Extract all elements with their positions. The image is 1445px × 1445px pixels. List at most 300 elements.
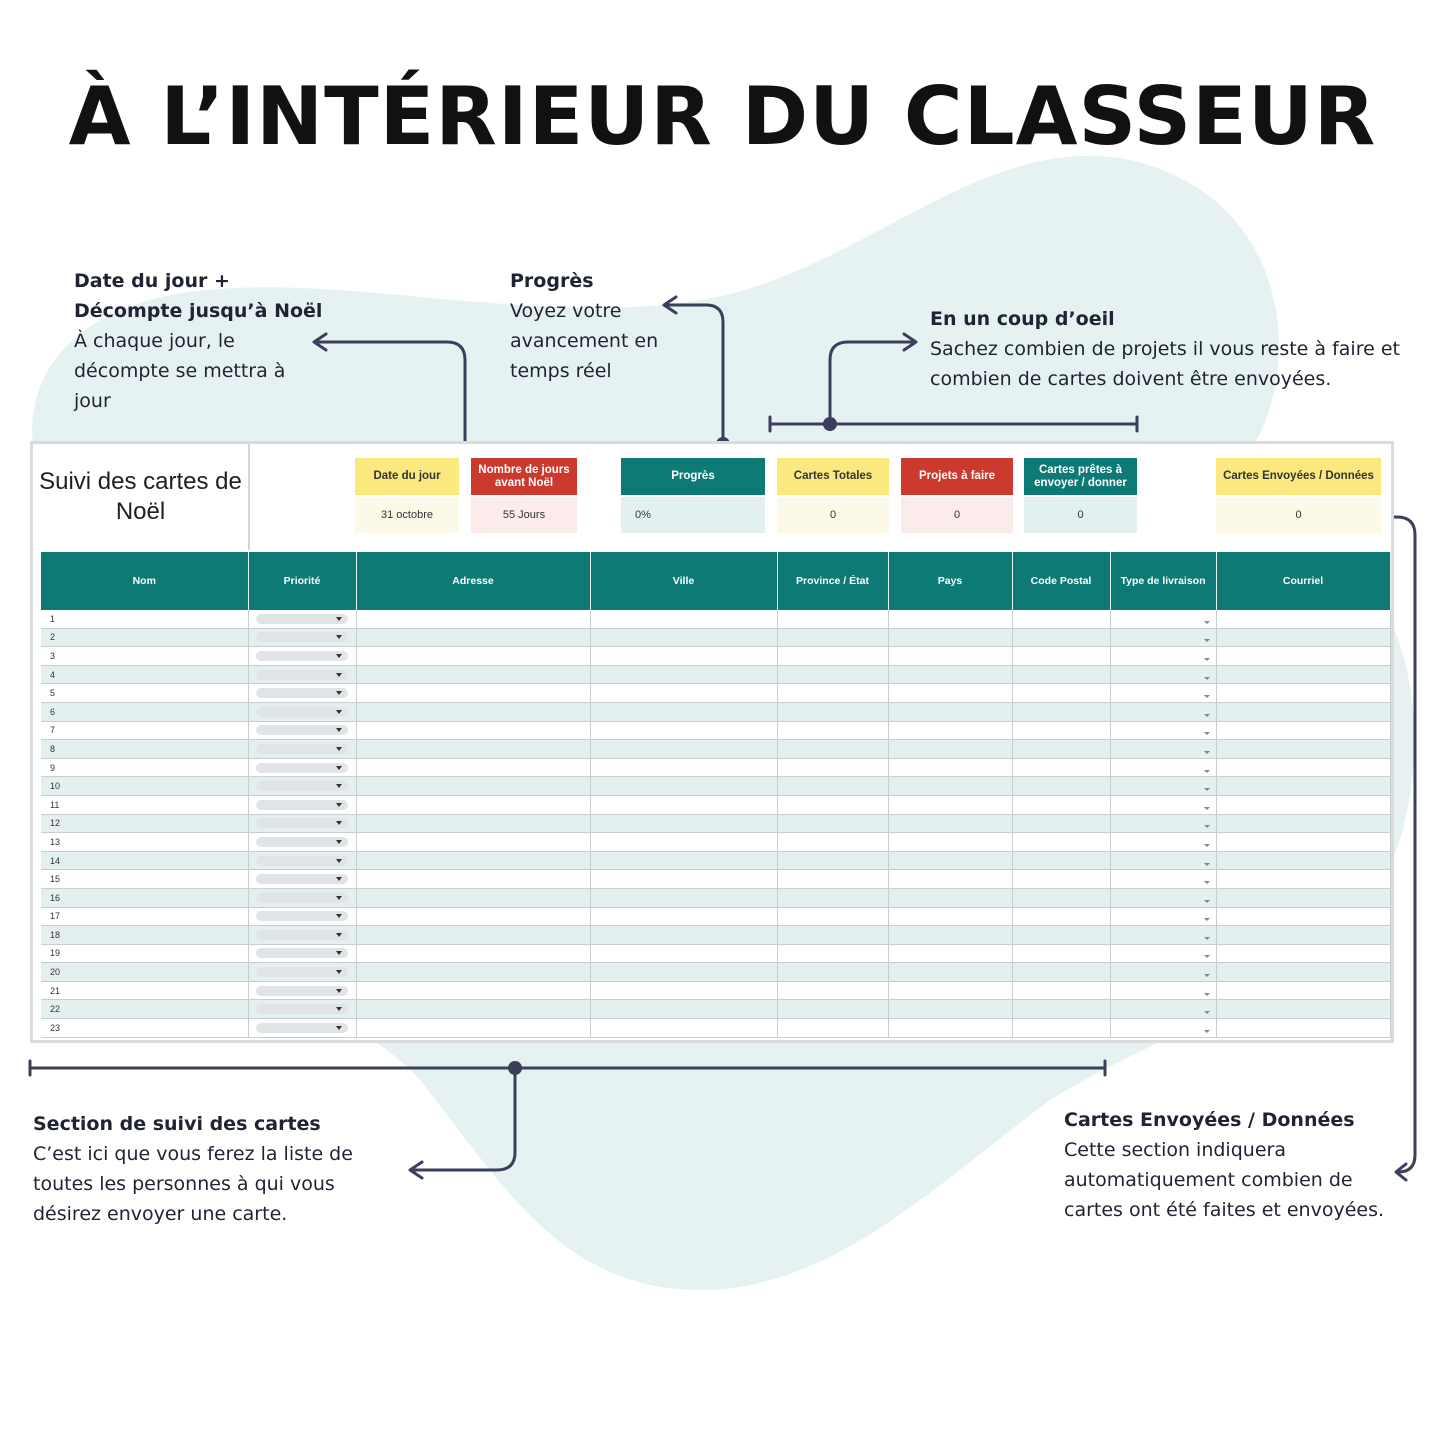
table-cell[interactable] <box>1216 907 1390 926</box>
table-cell[interactable] <box>590 777 777 796</box>
table-cell[interactable] <box>590 888 777 907</box>
table-cell[interactable] <box>777 907 888 926</box>
table-cell[interactable] <box>777 665 888 684</box>
dropdown-pill[interactable] <box>256 948 348 958</box>
chevron-down-icon[interactable] <box>1204 937 1210 940</box>
table-cell[interactable] <box>356 647 590 666</box>
table-cell[interactable] <box>1012 777 1110 796</box>
kpi-total-label: Cartes Totales <box>777 458 889 495</box>
priority-dropdown[interactable] <box>248 665 356 684</box>
table-cell[interactable] <box>1216 795 1390 814</box>
table-row <box>41 721 1390 740</box>
table-cell[interactable] <box>590 833 777 852</box>
table-cell[interactable] <box>1216 888 1390 907</box>
table-cell[interactable] <box>590 870 777 889</box>
delivery-type-dropdown[interactable] <box>1110 1019 1216 1038</box>
table-cell[interactable] <box>590 721 777 740</box>
table-cell[interactable] <box>888 888 1012 907</box>
table-cell[interactable] <box>1012 907 1110 926</box>
name-cell[interactable]: 13 <box>41 833 248 852</box>
table-row <box>41 851 1390 870</box>
table-cell[interactable] <box>1216 721 1390 740</box>
delivery-type-dropdown[interactable] <box>1110 628 1216 647</box>
table-cell[interactable] <box>356 963 590 982</box>
chevron-down-icon[interactable] <box>1204 714 1210 717</box>
table-cell[interactable] <box>888 702 1012 721</box>
table-cell[interactable] <box>590 926 777 945</box>
table-row <box>41 1000 1390 1019</box>
delivery-type-dropdown[interactable] <box>1110 981 1216 1000</box>
table-cell[interactable] <box>590 795 777 814</box>
callout-tracking <box>33 1109 378 1229</box>
table-cell[interactable] <box>777 610 888 628</box>
chevron-down-icon[interactable] <box>1204 770 1210 773</box>
kpi-days-label: Nombre de jours avant Noël <box>471 458 577 495</box>
table-cell[interactable] <box>777 628 888 647</box>
table-cell[interactable] <box>1216 610 1390 628</box>
column-header: Nom <box>41 552 248 610</box>
delivery-type-dropdown[interactable] <box>1110 684 1216 703</box>
table-cell[interactable] <box>1012 647 1110 666</box>
table-cell[interactable] <box>1012 851 1110 870</box>
chevron-down-icon[interactable] <box>1204 844 1210 847</box>
dropdown-pill[interactable] <box>256 800 348 810</box>
table-cell[interactable] <box>356 851 590 870</box>
chevron-down-icon[interactable] <box>1204 993 1210 996</box>
dropdown-pill[interactable] <box>256 1004 348 1014</box>
table-cell[interactable] <box>590 981 777 1000</box>
dropdown-pill[interactable] <box>256 725 348 735</box>
table-cell[interactable] <box>777 870 888 889</box>
chevron-down-icon[interactable] <box>1204 677 1210 680</box>
table-cell[interactable] <box>356 907 590 926</box>
name-cell[interactable]: 19 <box>41 944 248 963</box>
table-row <box>41 833 1390 852</box>
table-cell[interactable] <box>777 814 888 833</box>
table-cell[interactable] <box>777 1000 888 1019</box>
table-cell[interactable] <box>1012 758 1110 777</box>
callout-tracking-body: C’est ici que vous ferez la liste de toutes les personnes à qui vous désirez envoyer une carte. <box>33 1143 353 1225</box>
table-cell[interactable] <box>1012 944 1110 963</box>
table-cell[interactable] <box>1216 647 1390 666</box>
table-cell[interactable] <box>777 777 888 796</box>
chevron-down-icon[interactable] <box>1204 695 1210 698</box>
name-cell[interactable]: 17 <box>41 907 248 926</box>
dropdown-pill[interactable] <box>256 744 348 754</box>
priority-dropdown[interactable] <box>248 981 356 1000</box>
table-cell[interactable] <box>1216 851 1390 870</box>
kpi-sent <box>1216 458 1381 533</box>
delivery-type-dropdown[interactable] <box>1110 870 1216 889</box>
table-cell[interactable] <box>356 814 590 833</box>
name-cell[interactable]: 12 <box>41 814 248 833</box>
name-cell[interactable]: 16 <box>41 888 248 907</box>
callout-date-title: Date du jour + <box>74 270 230 292</box>
callout-date-body: À chaque jour, le décompte se mettra à jour <box>74 330 286 412</box>
table-cell[interactable] <box>888 814 1012 833</box>
chevron-down-icon[interactable] <box>1204 639 1210 642</box>
chevron-down-icon[interactable] <box>1204 974 1210 977</box>
table-cell[interactable] <box>1012 963 1110 982</box>
dropdown-pill[interactable] <box>256 874 348 884</box>
table-cell[interactable] <box>356 888 590 907</box>
priority-dropdown[interactable] <box>248 721 356 740</box>
callout-date-title-2: Décompte jusqu’à Noël <box>74 300 323 322</box>
name-cell[interactable]: 20 <box>41 963 248 982</box>
table-cell[interactable] <box>590 702 777 721</box>
table-cell[interactable] <box>1012 870 1110 889</box>
table-cell[interactable] <box>777 758 888 777</box>
table-cell[interactable] <box>888 1019 1012 1038</box>
table-cell[interactable] <box>777 926 888 945</box>
column-header: Code Postal <box>1012 552 1110 610</box>
dropdown-pill[interactable] <box>256 967 348 977</box>
tracking-table <box>41 552 1391 1038</box>
page-title: À L’INTÉRIEUR DU CLASSEUR <box>68 70 1377 163</box>
name-cell[interactable]: 5 <box>41 684 248 703</box>
table-cell[interactable] <box>888 628 1012 647</box>
table-cell[interactable] <box>1216 1000 1390 1019</box>
table-cell[interactable] <box>777 795 888 814</box>
callout-glance-body: Sachez combien de projets il vous reste à faire et combien de cartes doivent être envoyées. <box>930 338 1400 390</box>
table-cell[interactable] <box>1012 814 1110 833</box>
spreadsheet <box>30 441 1394 1043</box>
table-cell[interactable] <box>1012 665 1110 684</box>
table-row <box>41 1019 1390 1038</box>
table-body <box>41 610 1390 1037</box>
priority-dropdown[interactable] <box>248 1000 356 1019</box>
table-cell[interactable] <box>590 963 777 982</box>
delivery-type-dropdown[interactable] <box>1110 888 1216 907</box>
priority-dropdown[interactable] <box>248 833 356 852</box>
table-cell[interactable] <box>1012 721 1110 740</box>
priority-dropdown[interactable] <box>248 944 356 963</box>
chevron-down-icon[interactable] <box>1204 881 1210 884</box>
table-cell[interactable] <box>590 665 777 684</box>
table-cell[interactable] <box>590 628 777 647</box>
dropdown-pill[interactable] <box>256 856 348 866</box>
table-cell[interactable] <box>590 1019 777 1038</box>
delivery-type-dropdown[interactable] <box>1110 944 1216 963</box>
table-cell[interactable] <box>590 758 777 777</box>
table-row <box>41 926 1390 945</box>
table-cell[interactable] <box>356 665 590 684</box>
kpi-total-value[interactable]: 0 <box>777 497 889 533</box>
table-cell[interactable] <box>1216 870 1390 889</box>
table-cell[interactable] <box>1012 833 1110 852</box>
table-cell[interactable] <box>356 870 590 889</box>
table-row <box>41 795 1390 814</box>
priority-dropdown[interactable] <box>248 610 356 628</box>
table-cell[interactable] <box>777 944 888 963</box>
priority-dropdown[interactable] <box>248 1019 356 1038</box>
delivery-type-dropdown[interactable] <box>1110 647 1216 666</box>
chevron-down-icon[interactable] <box>1204 1011 1210 1014</box>
delivery-type-dropdown[interactable] <box>1110 833 1216 852</box>
chevron-down-icon[interactable] <box>1204 732 1210 735</box>
table-cell[interactable] <box>888 758 1012 777</box>
table-cell[interactable] <box>1012 926 1110 945</box>
kpi-progress <box>621 458 765 533</box>
table-cell[interactable] <box>1216 777 1390 796</box>
delivery-type-dropdown[interactable] <box>1110 610 1216 628</box>
delivery-type-dropdown[interactable] <box>1110 926 1216 945</box>
table-cell[interactable] <box>356 981 590 1000</box>
table-row <box>41 888 1390 907</box>
name-cell[interactable]: 10 <box>41 777 248 796</box>
table-cell[interactable] <box>1012 610 1110 628</box>
table-cell[interactable] <box>1012 628 1110 647</box>
name-cell[interactable]: 21 <box>41 981 248 1000</box>
table-cell[interactable] <box>888 795 1012 814</box>
chevron-down-icon[interactable] <box>1204 863 1210 866</box>
name-cell[interactable]: 22 <box>41 1000 248 1019</box>
delivery-type-dropdown[interactable] <box>1110 740 1216 759</box>
table-cell[interactable] <box>1012 702 1110 721</box>
name-cell[interactable]: 8 <box>41 740 248 759</box>
table-cell[interactable] <box>590 851 777 870</box>
kpi-ready-label: Cartes prêtes à envoyer / donner <box>1024 458 1137 495</box>
delivery-type-dropdown[interactable] <box>1110 721 1216 740</box>
table-cell[interactable] <box>888 684 1012 703</box>
kpi-days <box>471 458 577 533</box>
table-cell[interactable] <box>356 758 590 777</box>
table-cell[interactable] <box>777 647 888 666</box>
table-cell[interactable] <box>590 1000 777 1019</box>
table-cell[interactable] <box>1012 981 1110 1000</box>
dropdown-pill[interactable] <box>256 930 348 940</box>
chevron-down-icon[interactable] <box>1204 900 1210 903</box>
priority-dropdown[interactable] <box>248 888 356 907</box>
table-cell[interactable] <box>1216 665 1390 684</box>
table-cell[interactable] <box>1216 944 1390 963</box>
priority-dropdown[interactable] <box>248 851 356 870</box>
dropdown-pill[interactable] <box>256 707 348 717</box>
dropdown-pill[interactable] <box>256 763 348 773</box>
table-cell[interactable] <box>888 907 1012 926</box>
name-cell[interactable]: 15 <box>41 870 248 889</box>
table-cell[interactable] <box>888 944 1012 963</box>
table-cell[interactable] <box>888 777 1012 796</box>
table-cell[interactable] <box>356 833 590 852</box>
table-cell[interactable] <box>1216 1019 1390 1038</box>
table-cell[interactable] <box>777 963 888 982</box>
table-cell[interactable] <box>888 963 1012 982</box>
table-cell[interactable] <box>590 944 777 963</box>
table-cell[interactable] <box>888 665 1012 684</box>
priority-dropdown[interactable] <box>248 647 356 666</box>
delivery-type-dropdown[interactable] <box>1110 907 1216 926</box>
table-cell[interactable] <box>1012 888 1110 907</box>
table-cell[interactable] <box>356 1019 590 1038</box>
dropdown-pill[interactable] <box>256 670 348 680</box>
table-cell[interactable] <box>888 647 1012 666</box>
name-cell[interactable]: 9 <box>41 758 248 777</box>
kpi-date <box>355 458 459 533</box>
delivery-type-dropdown[interactable] <box>1110 795 1216 814</box>
dropdown-pill[interactable] <box>256 837 348 847</box>
table-cell[interactable] <box>590 647 777 666</box>
table-cell[interactable] <box>356 684 590 703</box>
table-cell[interactable] <box>888 1000 1012 1019</box>
priority-dropdown[interactable] <box>248 777 356 796</box>
chevron-down-icon[interactable] <box>1204 1030 1210 1033</box>
priority-dropdown[interactable] <box>248 740 356 759</box>
table-cell[interactable] <box>356 777 590 796</box>
kpi-sent-value[interactable]: 0 <box>1216 497 1381 533</box>
table-cell[interactable] <box>356 944 590 963</box>
table-row <box>41 758 1390 777</box>
table-cell[interactable] <box>777 981 888 1000</box>
table-cell[interactable] <box>1216 981 1390 1000</box>
chevron-down-icon[interactable] <box>1204 825 1210 828</box>
name-cell[interactable]: 3 <box>41 647 248 666</box>
kpi-todo <box>901 458 1013 533</box>
table-cell[interactable] <box>1012 684 1110 703</box>
dropdown-pill[interactable] <box>256 651 348 661</box>
column-header: Ville <box>590 552 777 610</box>
table-row <box>41 907 1390 926</box>
table-cell[interactable] <box>356 628 590 647</box>
table-cell[interactable] <box>777 833 888 852</box>
chevron-down-icon[interactable] <box>1204 807 1210 810</box>
kpi-progress-value[interactable]: 0% <box>621 497 765 533</box>
delivery-type-dropdown[interactable] <box>1110 777 1216 796</box>
table-cell[interactable] <box>1216 628 1390 647</box>
priority-dropdown[interactable] <box>248 684 356 703</box>
table-cell[interactable] <box>777 888 888 907</box>
dropdown-pill[interactable] <box>256 614 348 624</box>
name-cell[interactable]: 14 <box>41 851 248 870</box>
kpi-sent-label: Cartes Envoyées / Données <box>1216 458 1381 495</box>
table-cell[interactable] <box>777 851 888 870</box>
priority-dropdown[interactable] <box>248 758 356 777</box>
callout-progress-title: Progrès <box>510 270 594 292</box>
name-cell[interactable]: 7 <box>41 721 248 740</box>
dropdown-pill[interactable] <box>256 818 348 828</box>
delivery-type-dropdown[interactable] <box>1110 665 1216 684</box>
table-cell[interactable] <box>777 740 888 759</box>
table-cell[interactable] <box>1216 814 1390 833</box>
priority-dropdown[interactable] <box>248 926 356 945</box>
table-cell[interactable] <box>1216 702 1390 721</box>
table-cell[interactable] <box>1216 963 1390 982</box>
kpi-days-value[interactable]: 55 Jours <box>471 497 577 533</box>
table-cell[interactable] <box>590 610 777 628</box>
table-cell[interactable] <box>777 702 888 721</box>
priority-dropdown[interactable] <box>248 795 356 814</box>
table-cell[interactable] <box>888 833 1012 852</box>
delivery-type-dropdown[interactable] <box>1110 1000 1216 1019</box>
chevron-down-icon[interactable] <box>1204 658 1210 661</box>
kpi-ready <box>1024 458 1137 533</box>
table-cell[interactable] <box>356 795 590 814</box>
delivery-type-dropdown[interactable] <box>1110 758 1216 777</box>
dropdown-pill[interactable] <box>256 986 348 996</box>
priority-dropdown[interactable] <box>248 628 356 647</box>
table-cell[interactable] <box>1216 684 1390 703</box>
table-cell[interactable] <box>356 702 590 721</box>
table-cell[interactable] <box>777 721 888 740</box>
tracking-connector-line <box>412 1068 515 1170</box>
priority-dropdown[interactable] <box>248 814 356 833</box>
table-cell[interactable] <box>356 1000 590 1019</box>
dropdown-pill[interactable] <box>256 632 348 642</box>
table-cell[interactable] <box>590 684 777 703</box>
kpi-todo-label: Projets à faire <box>901 458 1013 495</box>
table-cell[interactable] <box>888 610 1012 628</box>
table-cell[interactable] <box>888 851 1012 870</box>
table-cell[interactable] <box>888 926 1012 945</box>
name-cell[interactable]: 4 <box>41 665 248 684</box>
table-cell[interactable] <box>1216 758 1390 777</box>
dropdown-pill[interactable] <box>256 688 348 698</box>
name-cell[interactable]: 23 <box>41 1019 248 1038</box>
kpi-todo-value[interactable]: 0 <box>901 497 1013 533</box>
priority-dropdown[interactable] <box>248 907 356 926</box>
table-cell[interactable] <box>356 610 590 628</box>
chevron-down-icon[interactable] <box>1204 751 1210 754</box>
table-cell[interactable] <box>777 684 888 703</box>
table-cell[interactable] <box>888 721 1012 740</box>
table-cell[interactable] <box>590 740 777 759</box>
name-cell[interactable]: 11 <box>41 795 248 814</box>
name-cell[interactable]: 6 <box>41 702 248 721</box>
table-cell[interactable] <box>888 740 1012 759</box>
delivery-type-dropdown[interactable] <box>1110 814 1216 833</box>
column-header: Courriel <box>1216 552 1390 610</box>
table-cell[interactable] <box>1216 740 1390 759</box>
callout-progress-body: Voyez votre avancement en temps réel <box>510 300 659 382</box>
dropdown-pill[interactable] <box>256 781 348 791</box>
delivery-type-dropdown[interactable] <box>1110 702 1216 721</box>
table-cell[interactable] <box>777 1019 888 1038</box>
table-cell[interactable] <box>1012 1000 1110 1019</box>
delivery-type-dropdown[interactable] <box>1110 963 1216 982</box>
dropdown-pill[interactable] <box>256 1023 348 1033</box>
table-cell[interactable] <box>590 907 777 926</box>
table-row <box>41 647 1390 666</box>
table-cell[interactable] <box>1012 1019 1110 1038</box>
kpi-ready-value[interactable]: 0 <box>1024 497 1137 533</box>
table-cell[interactable] <box>356 740 590 759</box>
table-cell[interactable] <box>1012 795 1110 814</box>
kpi-date-value[interactable]: 31 octobre <box>355 497 459 533</box>
chevron-down-icon[interactable] <box>1204 621 1210 624</box>
priority-dropdown[interactable] <box>248 702 356 721</box>
dropdown-pill[interactable] <box>256 893 348 903</box>
name-cell[interactable]: 2 <box>41 628 248 647</box>
chevron-down-icon[interactable] <box>1204 955 1210 958</box>
delivery-type-dropdown[interactable] <box>1110 851 1216 870</box>
table-cell[interactable] <box>590 814 777 833</box>
table-cell[interactable] <box>1012 740 1110 759</box>
priority-dropdown[interactable] <box>248 963 356 982</box>
table-cell[interactable] <box>1216 926 1390 945</box>
chevron-down-icon[interactable] <box>1204 918 1210 921</box>
name-cell[interactable]: 18 <box>41 926 248 945</box>
priority-dropdown[interactable] <box>248 870 356 889</box>
name-cell[interactable]: 1 <box>41 610 248 628</box>
chevron-down-icon[interactable] <box>1204 788 1210 791</box>
dropdown-pill[interactable] <box>256 911 348 921</box>
table-cell[interactable] <box>1216 833 1390 852</box>
table-cell[interactable] <box>356 926 590 945</box>
table-cell[interactable] <box>356 721 590 740</box>
table-cell[interactable] <box>888 981 1012 1000</box>
table-row <box>41 944 1390 963</box>
table-cell[interactable] <box>888 870 1012 889</box>
